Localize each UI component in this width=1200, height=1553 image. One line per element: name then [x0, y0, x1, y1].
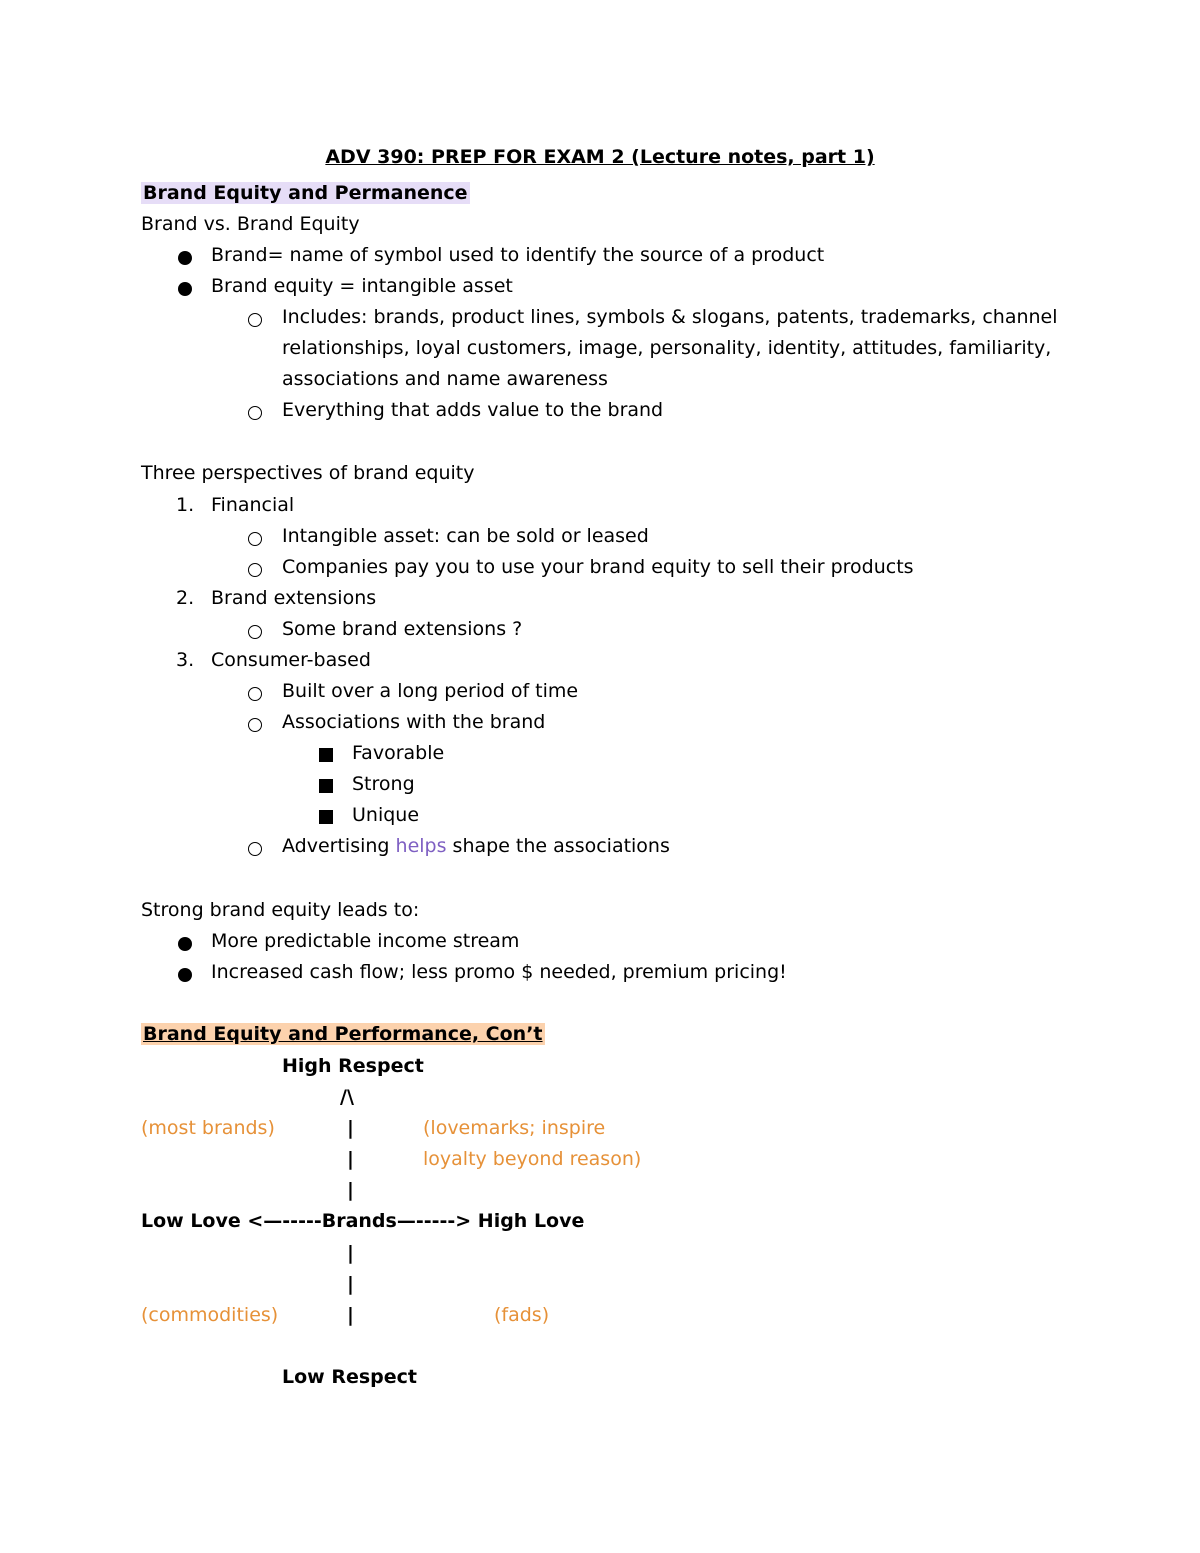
bullet-circle-icon [248, 718, 262, 732]
fads-label: (fads) [494, 1304, 550, 1326]
advertising-text-pre: Advertising [282, 835, 396, 857]
section-heading-text: Brand Equity and Permanence [143, 182, 468, 204]
lovemarks-label-line-1: (lovemarks; inspire [423, 1117, 606, 1139]
axis-pipe: | [347, 1148, 354, 1170]
most-brands-label: (most brands) [141, 1117, 275, 1139]
bullet-circle-icon [248, 563, 262, 577]
lovemarks-label-line-2: loyalty beyond reason) [423, 1148, 642, 1170]
axis-pipe: | [347, 1242, 354, 1264]
sub-bullet-built-over-time: Built over a long period of time [282, 680, 579, 702]
sub-bullet-some-extensions: Some brand extensions ? [282, 618, 523, 640]
bullet-disc-icon [178, 968, 192, 982]
axis-pipe: | [347, 1179, 354, 1201]
sub-bullet-includes-line-3: associations and name awareness [282, 368, 608, 390]
bullet-circle-icon [248, 532, 262, 546]
bullet-circle-icon [248, 406, 262, 420]
axis-pipe: | [347, 1304, 354, 1326]
square-bullet-unique: Unique [352, 804, 420, 826]
bullet-income-stream: More predictable income stream [211, 930, 520, 952]
perspectives-heading: Three perspectives of brand equity [141, 462, 475, 484]
perspective-financial: Financial [211, 494, 295, 516]
square-bullet-favorable: Favorable [352, 742, 445, 764]
bullet-circle-icon [248, 313, 262, 327]
sub-bullet-intangible-asset: Intangible asset: can be sold or leased [282, 525, 649, 547]
sub-bullet-includes-line-1: Includes: brands, product lines, symbols & slogans, patents, trademarks, channel [282, 306, 1058, 328]
bullet-square-icon [319, 779, 333, 793]
bullet-brand-definition: Brand= name of symbol used to identify the source of a product [211, 244, 825, 266]
bullet-circle-icon [248, 842, 262, 856]
strong-equity-heading: Strong brand equity leads to: [141, 899, 420, 921]
love-axis-line: Low Love <—-----Brands—-----> High Love [141, 1210, 585, 1232]
bullet-disc-icon [178, 937, 192, 951]
subheading-brand-vs-equity: Brand vs. Brand Equity [141, 213, 360, 235]
perspective-brand-extensions: Brand extensions [211, 587, 377, 609]
bullet-disc-icon [178, 251, 192, 265]
section-heading-performance [141, 1021, 545, 1047]
sub-bullet-companies-pay: Companies pay you to use your brand equity to sell their products [282, 556, 914, 578]
bullet-brand-equity-definition: Brand equity = intangible asset [211, 275, 513, 297]
sub-bullet-includes-line-2: relationships, loyal customers, image, personality, identity, attitudes, familiarity, [282, 337, 1052, 359]
bullet-square-icon [319, 748, 333, 762]
square-bullet-strong: Strong [352, 773, 415, 795]
bullet-circle-icon [248, 687, 262, 701]
bullet-disc-icon [178, 282, 192, 296]
arrow-up-icon: /\ [340, 1086, 354, 1108]
bullet-square-icon [319, 810, 333, 824]
axis-pipe: | [347, 1273, 354, 1295]
page-title: ADV 390: PREP FOR EXAM 2 (Lecture notes, part 1) [325, 146, 875, 168]
section-heading-text: Brand Equity and Performance, Con’t [143, 1023, 543, 1045]
sub-bullet-everything: Everything that adds value to the brand [282, 399, 664, 421]
list-number: 3. [176, 649, 195, 671]
low-respect-label: Low Respect [282, 1366, 417, 1388]
advertising-text-post: shape the associations [446, 835, 670, 857]
section-heading-brand-equity [141, 180, 470, 206]
list-number: 1. [176, 494, 195, 516]
helps-highlight: helps [395, 835, 447, 857]
perspective-consumer-based: Consumer-based [211, 649, 371, 671]
bullet-cash-flow: Increased cash flow; less promo $ needed, premium pricing! [211, 961, 787, 983]
high-respect-label: High Respect [282, 1055, 424, 1077]
commodities-label: (commodities) [141, 1304, 279, 1326]
bullet-circle-icon [248, 625, 262, 639]
list-number: 2. [176, 587, 195, 609]
axis-pipe: | [347, 1117, 354, 1139]
sub-bullet-advertising [282, 833, 670, 859]
sub-bullet-associations: Associations with the brand [282, 711, 546, 733]
